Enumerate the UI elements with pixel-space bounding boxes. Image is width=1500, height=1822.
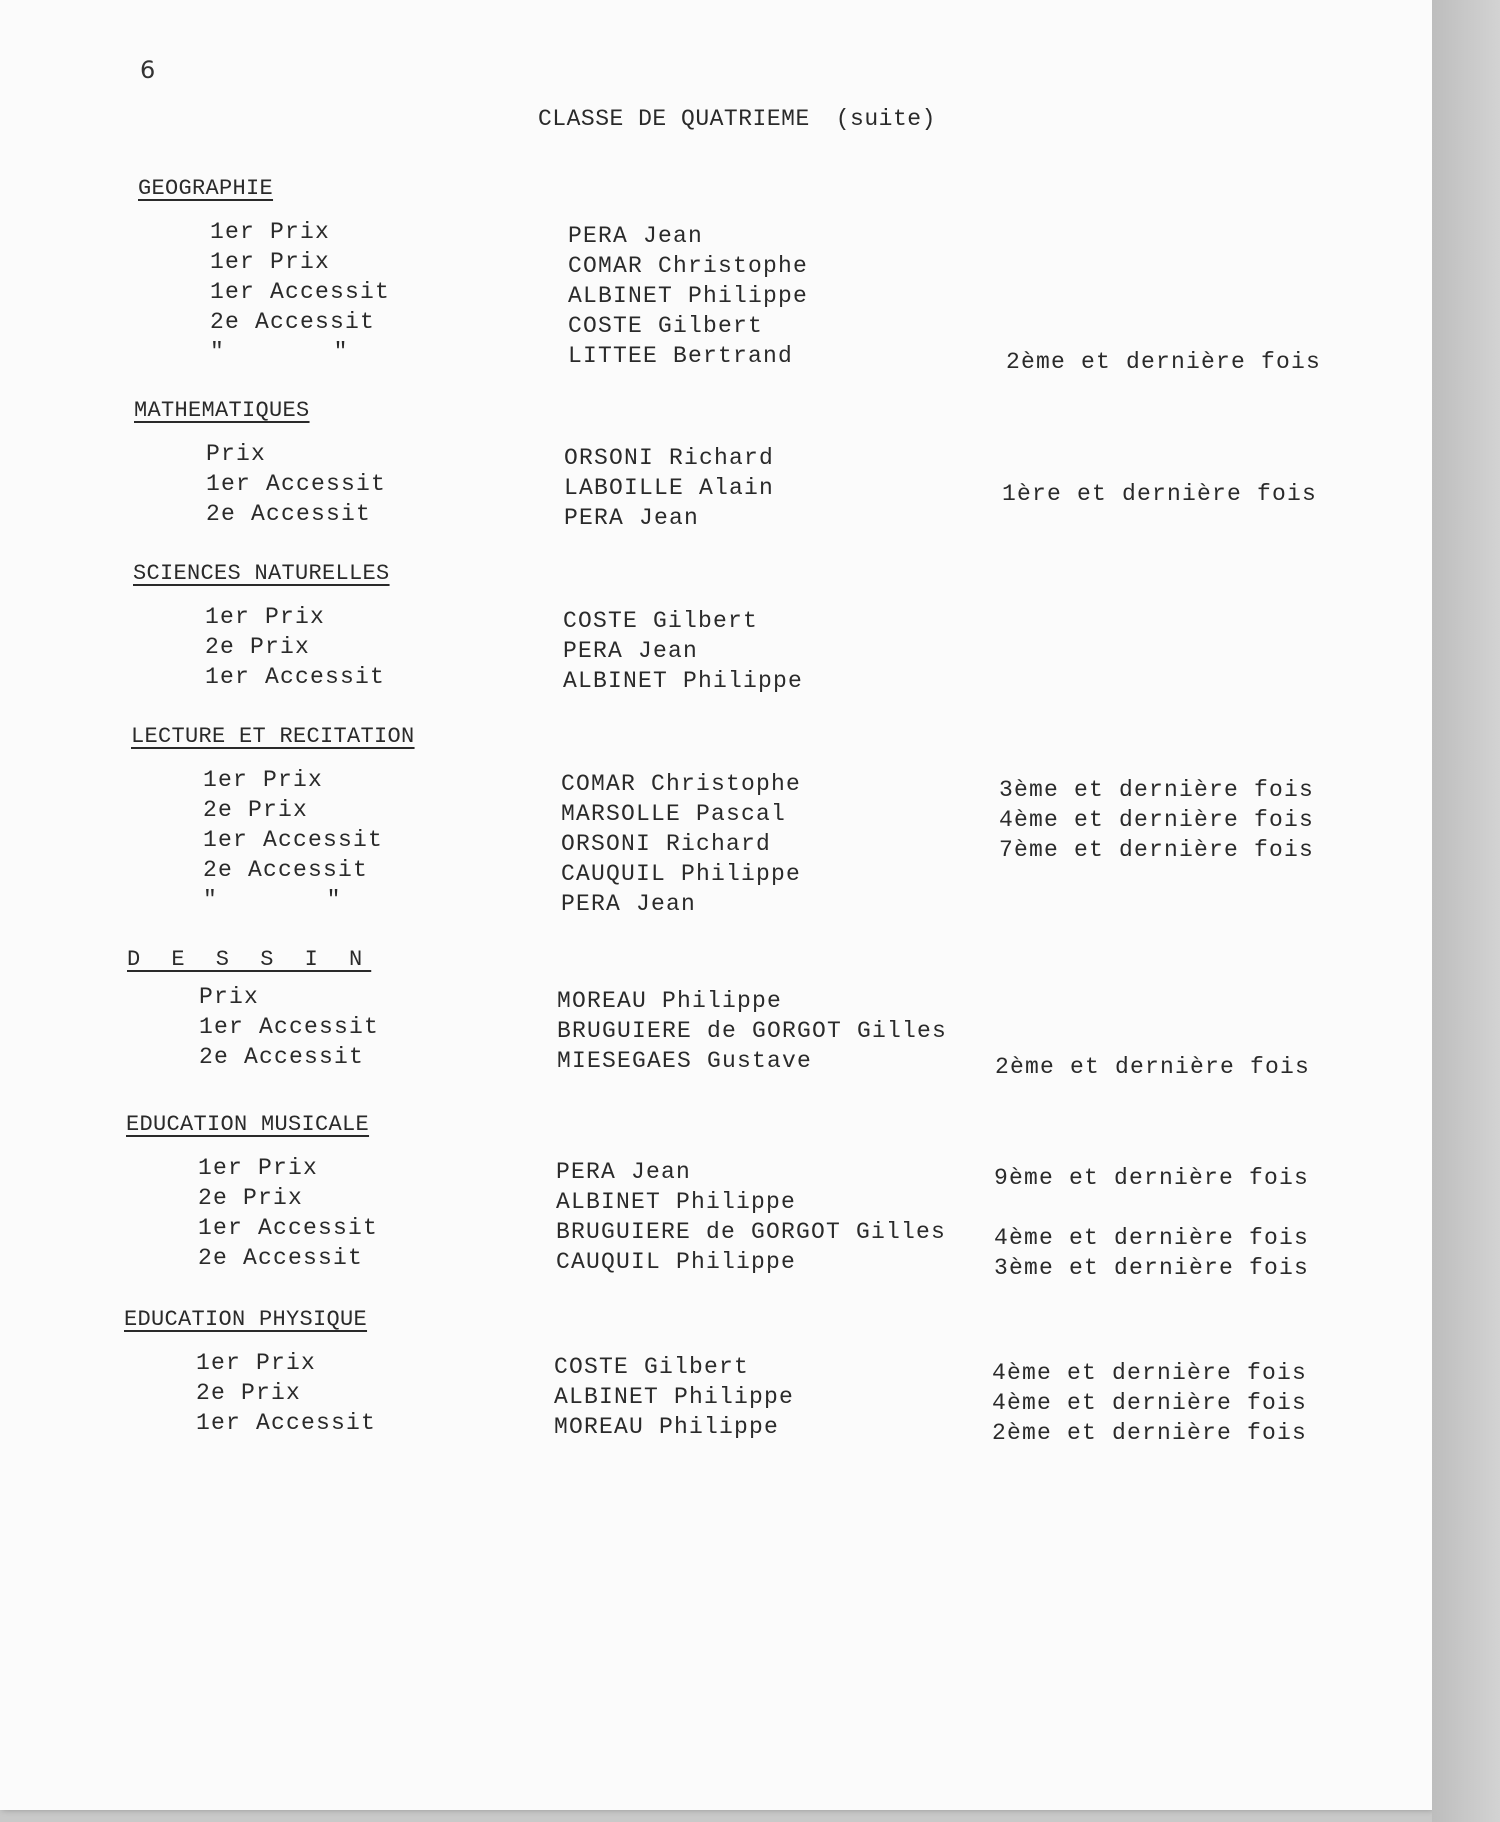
section-heading: EDUCATION MUSICALE bbox=[126, 1112, 370, 1137]
pupil-name: MARSOLLE Pascal bbox=[561, 801, 787, 827]
award-row bbox=[124, 1410, 1308, 1446]
award-note: 7ème et dernière fois bbox=[999, 837, 1315, 863]
pupil-name: ALBINET Philippe bbox=[568, 283, 809, 309]
award-row bbox=[131, 797, 1315, 833]
title-main: CLASSE DE QUATRIEME bbox=[538, 106, 810, 132]
award-label: 2e Accessit bbox=[199, 1044, 365, 1070]
pupil-name: MIESEGAES Gustave bbox=[557, 1048, 813, 1074]
award-label: 2e Accessit bbox=[203, 857, 369, 883]
award-label: 1er Prix bbox=[210, 219, 331, 245]
award-note: 4ème et dernière fois bbox=[999, 807, 1315, 833]
pupil-name: ALBINET Philippe bbox=[554, 1384, 795, 1410]
section-heading: MATHEMATIQUES bbox=[134, 398, 310, 423]
pupil-name: BRUGUIERE de GORGOT Gilles bbox=[557, 1018, 948, 1044]
award-list bbox=[134, 441, 1318, 531]
section-heading: LECTURE ET RECITATION bbox=[131, 724, 415, 749]
award-row bbox=[134, 471, 1318, 507]
section-sciences-naturelles bbox=[133, 561, 804, 694]
award-row bbox=[138, 339, 1322, 375]
award-row bbox=[131, 887, 697, 917]
section-heading: EDUCATION PHYSIQUE bbox=[124, 1307, 368, 1332]
pupil-name: ORSONI Richard bbox=[561, 831, 772, 857]
award-label: 2e Accessit bbox=[198, 1245, 364, 1271]
award-note: 1ère et dernière fois bbox=[1002, 481, 1318, 507]
award-row bbox=[126, 1215, 1310, 1251]
award-row bbox=[127, 1044, 1311, 1080]
award-list bbox=[138, 219, 1322, 375]
pupil-name: COSTE Gilbert bbox=[568, 313, 764, 339]
award-row bbox=[131, 767, 1315, 803]
pupil-name: ORSONI Richard bbox=[564, 445, 775, 471]
section-mathematiques bbox=[134, 398, 1318, 531]
section-geographie bbox=[138, 176, 1322, 375]
award-list bbox=[124, 1350, 1308, 1446]
award-list bbox=[133, 604, 804, 694]
pupil-name: PERA Jean bbox=[561, 891, 697, 917]
section-lecture-recitation bbox=[131, 724, 1315, 917]
award-label: 2e Prix bbox=[203, 797, 309, 823]
pupil-name: COMAR Christophe bbox=[568, 253, 809, 279]
award-label: 2e Prix bbox=[198, 1185, 304, 1211]
award-note: 2ème et dernière fois bbox=[1006, 349, 1322, 375]
section-heading: D E S S I N bbox=[127, 947, 372, 972]
section-education-musicale bbox=[126, 1112, 1310, 1281]
award-label: 1er Accessit bbox=[206, 471, 387, 497]
page-number: 6 bbox=[140, 56, 156, 84]
award-row bbox=[127, 984, 783, 1014]
section-education-physique bbox=[124, 1307, 1308, 1446]
award-label: 2e Accessit bbox=[210, 309, 376, 335]
section-dessin bbox=[127, 947, 1311, 1080]
award-row bbox=[138, 219, 704, 249]
award-row bbox=[131, 857, 802, 887]
award-row bbox=[138, 249, 809, 279]
award-label: 1er Accessit bbox=[210, 279, 391, 305]
award-note: 2ème et dernière fois bbox=[992, 1420, 1308, 1446]
award-row bbox=[131, 827, 1315, 863]
award-list bbox=[131, 767, 1315, 917]
award-note: 4ème et dernière fois bbox=[992, 1360, 1308, 1386]
pupil-name: PERA Jean bbox=[564, 505, 700, 531]
award-row bbox=[124, 1380, 1308, 1416]
award-label: 1er Prix bbox=[198, 1155, 319, 1181]
award-note: 9ème et dernière fois bbox=[994, 1165, 1310, 1191]
page-edge-shadow bbox=[1432, 0, 1500, 1822]
award-label: Prix bbox=[199, 984, 260, 1010]
award-list bbox=[127, 984, 1311, 1080]
pupil-name: COSTE Gilbert bbox=[554, 1354, 750, 1380]
award-label: 1er Accessit bbox=[203, 827, 384, 853]
ditto-mark: " " bbox=[210, 339, 396, 365]
award-row bbox=[126, 1185, 797, 1215]
award-note: 3ème et dernière fois bbox=[999, 777, 1315, 803]
page-title bbox=[538, 106, 936, 132]
award-list bbox=[126, 1155, 1310, 1281]
pupil-name: COMAR Christophe bbox=[561, 771, 802, 797]
award-row bbox=[126, 1245, 1310, 1281]
title-suite: (suite) bbox=[835, 106, 936, 132]
award-label: 1er Prix bbox=[203, 767, 324, 793]
award-row bbox=[138, 309, 764, 339]
award-label: 1er Accessit bbox=[196, 1410, 377, 1436]
pupil-name: ALBINET Philippe bbox=[563, 668, 804, 694]
award-label: 2e Prix bbox=[196, 1380, 302, 1406]
award-row bbox=[133, 604, 759, 634]
award-label: 1er Accessit bbox=[198, 1215, 379, 1241]
pupil-name: PERA Jean bbox=[563, 638, 699, 664]
pupil-name: ALBINET Philippe bbox=[556, 1189, 797, 1215]
award-row bbox=[127, 1014, 948, 1044]
award-note: 2ème et dernière fois bbox=[995, 1054, 1311, 1080]
award-note: 4ème et dernière fois bbox=[992, 1390, 1308, 1416]
pupil-name: MOREAU Philippe bbox=[554, 1414, 780, 1440]
award-row bbox=[133, 664, 804, 694]
award-note: 3ème et dernière fois bbox=[994, 1255, 1310, 1281]
pupil-name: LABOILLE Alain bbox=[564, 475, 775, 501]
award-note: 4ème et dernière fois bbox=[994, 1225, 1310, 1251]
award-label: 1er Accessit bbox=[199, 1014, 380, 1040]
section-heading: SCIENCES NATURELLES bbox=[133, 561, 390, 586]
pupil-name: PERA Jean bbox=[568, 223, 704, 249]
award-label: 1er Prix bbox=[196, 1350, 317, 1376]
pupil-name: LITTEE Bertrand bbox=[568, 343, 794, 369]
award-label: 1er Accessit bbox=[205, 664, 386, 690]
award-row bbox=[134, 501, 700, 531]
award-row bbox=[138, 279, 809, 309]
pupil-name: BRUGUIERE de GORGOT Gilles bbox=[556, 1219, 947, 1245]
award-row bbox=[124, 1350, 1308, 1386]
award-label: 2e Accessit bbox=[206, 501, 372, 527]
ditto-mark: " " bbox=[203, 887, 389, 913]
award-label: 1er Prix bbox=[205, 604, 326, 630]
award-row bbox=[126, 1155, 1310, 1191]
pupil-name: PERA Jean bbox=[556, 1159, 692, 1185]
pupil-name: MOREAU Philippe bbox=[557, 988, 783, 1014]
section-heading: GEOGRAPHIE bbox=[138, 176, 274, 201]
pupil-name: COSTE Gilbert bbox=[563, 608, 759, 634]
pupil-name: CAUQUIL Philippe bbox=[561, 861, 802, 887]
award-row bbox=[134, 441, 775, 471]
award-row bbox=[133, 634, 699, 664]
award-label: 2e Prix bbox=[205, 634, 311, 660]
pupil-name: CAUQUIL Philippe bbox=[556, 1249, 797, 1275]
award-label: 1er Prix bbox=[210, 249, 331, 275]
award-label: Prix bbox=[206, 441, 267, 467]
